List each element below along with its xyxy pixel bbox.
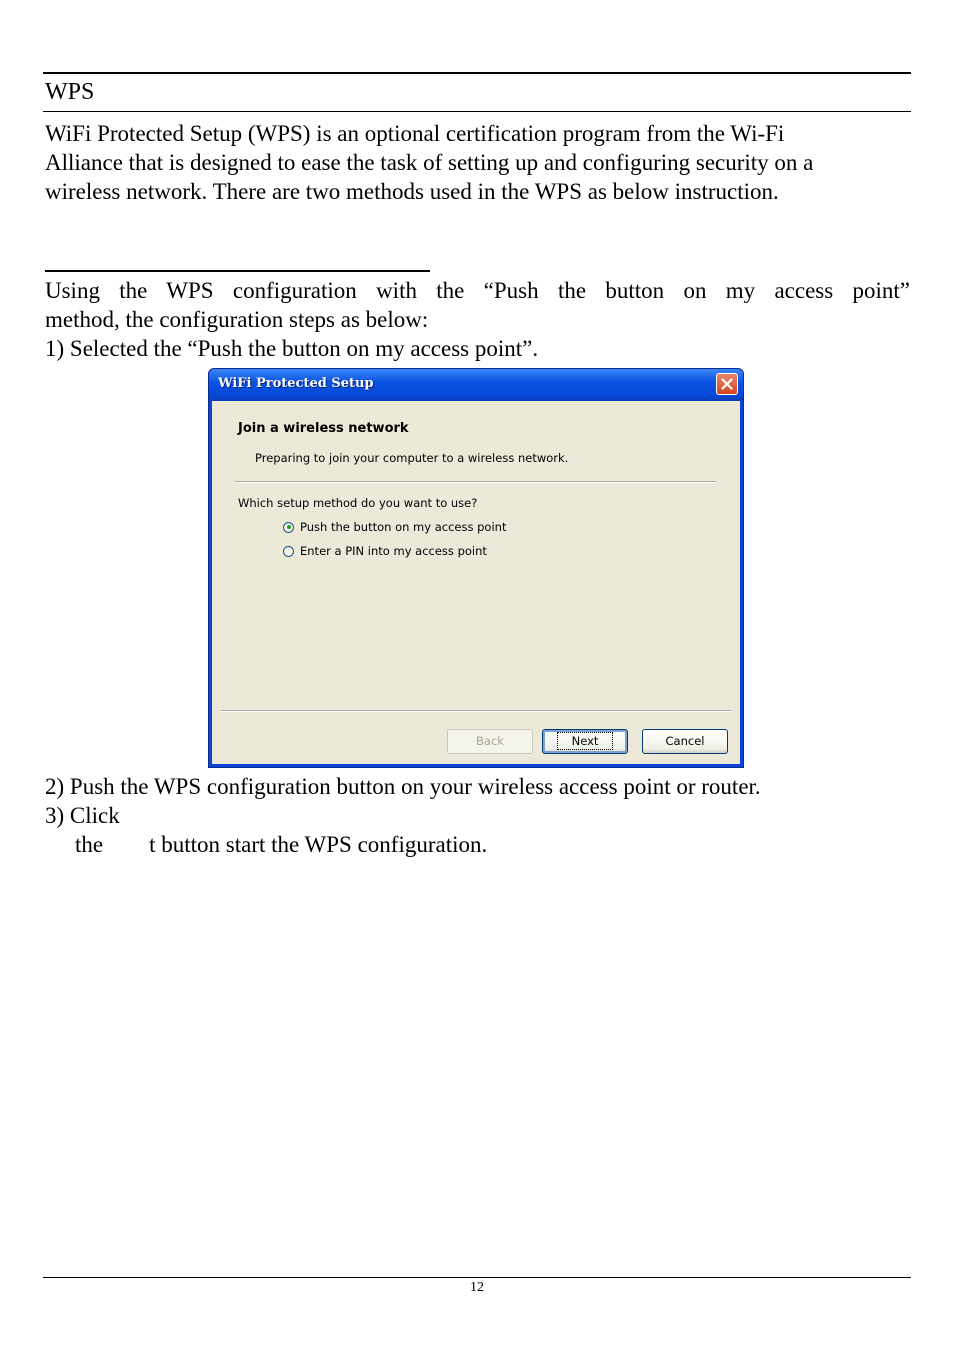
page-number: 12 bbox=[470, 1280, 484, 1295]
footer-separator bbox=[221, 710, 731, 712]
dialog-title: WiFi Protected Setup bbox=[218, 376, 374, 391]
step-2: 2) Push the WPS configuration button on your wireless access point or router. bbox=[45, 774, 761, 799]
header-separator bbox=[235, 481, 716, 483]
option-push-button-label: Push the button on my access point bbox=[300, 520, 507, 534]
subsection-rule bbox=[45, 270, 430, 272]
method-line-2: method, the configuration steps as below: bbox=[45, 307, 429, 332]
dialog-titlebar bbox=[209, 369, 743, 401]
footer-rule bbox=[43, 1277, 911, 1278]
intro-line-2: Alliance that is designed to ease the task of setting up and configuring security on a bbox=[45, 150, 814, 175]
radio-selected-icon[interactable] bbox=[283, 522, 294, 533]
dialog-subtext: Preparing to join your computer to a wireless network. bbox=[255, 451, 569, 465]
back-button[interactable]: Back bbox=[447, 729, 533, 754]
step-3b: the t button start the WPS configuration. bbox=[75, 832, 488, 857]
dialog-client-area bbox=[212, 401, 740, 764]
section-title: WPS bbox=[45, 79, 95, 105]
next-button[interactable] bbox=[542, 729, 628, 754]
wps-dialog bbox=[208, 368, 744, 768]
intro-line-1: WiFi Protected Setup (WPS) is an optional certification program from the Wi-Fi bbox=[45, 121, 785, 146]
radio-unselected-icon[interactable] bbox=[283, 546, 294, 557]
dialog-heading: Join a wireless network bbox=[238, 421, 409, 436]
step-3a: 3) Click bbox=[45, 803, 120, 828]
close-icon[interactable] bbox=[716, 373, 738, 395]
option-enter-pin-label: Enter a PIN into my access point bbox=[300, 544, 487, 558]
title-underline-rule bbox=[43, 111, 911, 112]
method-line-1: Using the WPS configuration with the “Push the button on my access point” bbox=[45, 278, 910, 303]
option-enter-pin[interactable] bbox=[283, 543, 487, 559]
setup-method-question: Which setup method do you want to use? bbox=[238, 496, 478, 510]
next-button-label: Next bbox=[557, 732, 614, 750]
intro-line-3: wireless network. There are two methods used in the WPS as below instruction. bbox=[45, 179, 779, 204]
step-1: 1) Selected the “Push the button on my access point”. bbox=[45, 336, 539, 361]
cancel-button[interactable]: Cancel bbox=[642, 729, 728, 754]
option-push-button[interactable] bbox=[283, 519, 506, 535]
top-rule bbox=[43, 72, 911, 74]
